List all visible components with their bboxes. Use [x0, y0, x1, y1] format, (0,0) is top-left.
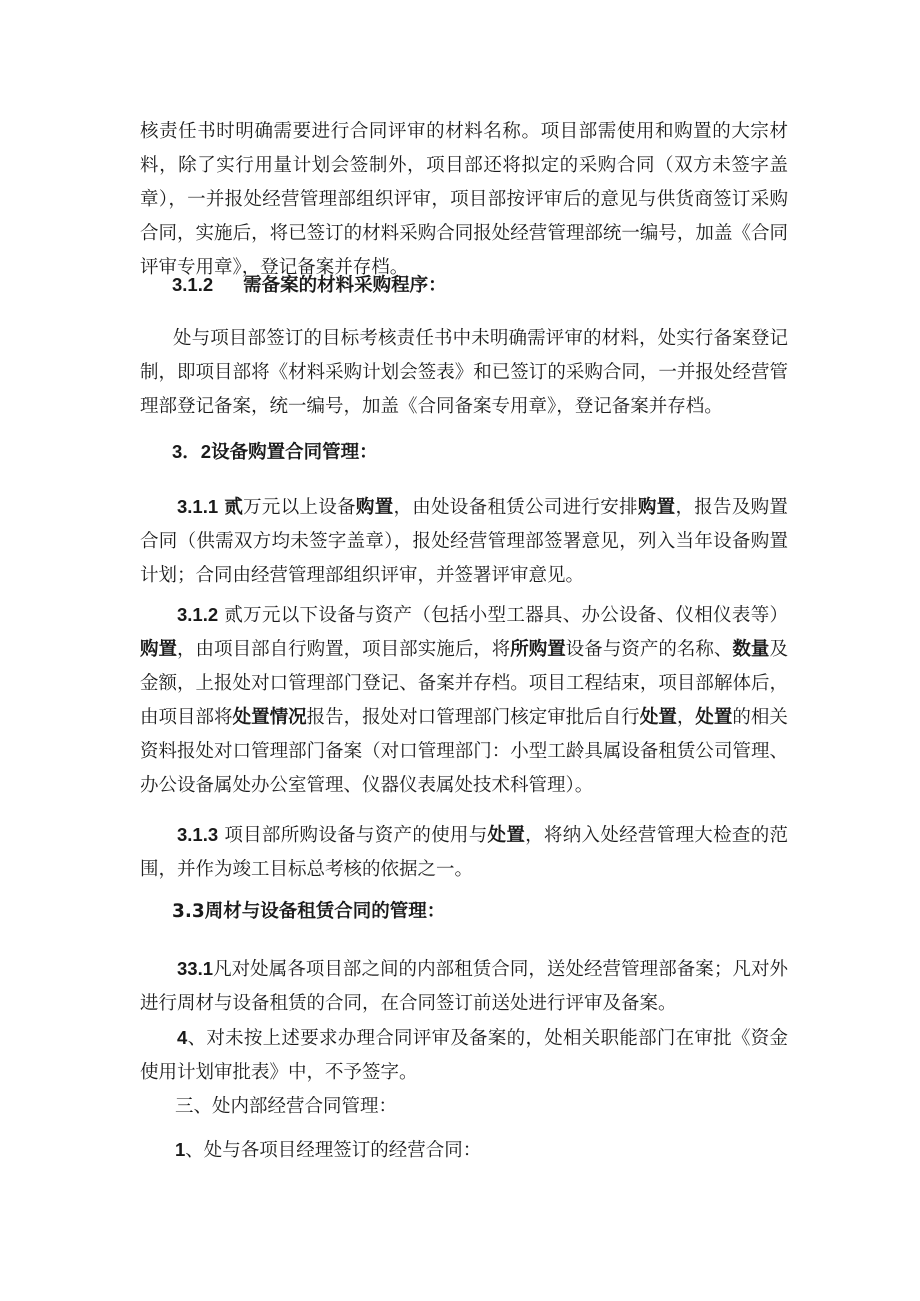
section-title: 需备案的材料采购程序：: [243, 275, 447, 296]
text: 的相关资料报处对口管理部门备案（对口管理部门：小型工龄具属设备租赁公司管理、办公设备属处办公室管理、仪器仪表属处技术科管理）。: [140, 707, 788, 796]
bold-text: 购置: [140, 639, 178, 660]
bold-text: 购置: [355, 497, 394, 518]
paragraph-3-1-2: [140, 598, 788, 803]
paragraph-4: [140, 1021, 788, 1090]
bold-text: 处置: [487, 825, 526, 846]
text: 万元以上设备: [243, 497, 356, 518]
section-heading-3-3: 3.3周材与设备租赁合同的管理：: [172, 901, 446, 922]
clause-number: 3.1.1: [177, 496, 219, 517]
text: ，将纳入处经营管理大检查的范围，并作为竣工目标总考核的依据之一。: [140, 825, 788, 880]
paragraph-3-1-1: [140, 490, 788, 593]
subsection-heading-1: [175, 1133, 481, 1168]
text: ，由项目部自行购置，项目部实施后，将: [177, 639, 511, 660]
clause-number: 33.1: [177, 958, 214, 979]
text: 设备与资产的名称、: [565, 639, 733, 660]
clause-number: 1: [175, 1139, 186, 1160]
clause-number: 4: [177, 1027, 188, 1048]
paragraph-3-3-1: [140, 952, 788, 1021]
bold-text: 贰: [224, 497, 244, 518]
bold-text: 购置: [637, 497, 676, 518]
paragraph-material-review: 核责任书时明确需要进行合同评审的材料名称。项目部需使用和购置的大宗材料，除了实行用量计划会签制外，项目部还将拟定的采购合同（双方未签字盖章），一并报处经营管理部组织评审，项目部按评审后的意见与供货商签订采购合同，实施后，将已签订的材料采购合同报处经营管理部统一编号，加盖《合同评审专用章》，登记备案并存档。: [140, 121, 788, 278]
text: ，由处设备租赁公司进行安排: [393, 497, 638, 518]
text: ，: [676, 707, 696, 728]
clause-number: 3.1.2: [177, 604, 219, 625]
text: 、对未按上述要求办理合同评审及备案的，处相关职能部门在审批《资金使用计划审批表》中，不予签字。: [140, 1028, 788, 1083]
text: 及金额，上报处对口管理部门登记、备案并存档。项目工程结束，项目部解体后，由项目部将: [140, 639, 788, 728]
section-number: 3．2: [172, 441, 212, 462]
bold-text: 数量: [732, 639, 770, 660]
paragraph-filing-procedure: 处与项目部签订的目标考核责任书中未明确需评审的材料，处实行备案登记制，即项目部将《材料采购计划会签表》和已签订的采购合同，一并报处经营管理部登记备案，统一编号，加盖《合同备案专用章》，登记备案并存档。: [140, 328, 788, 417]
section-heading-3-2: [172, 435, 378, 470]
clause-number: 3.1.3: [177, 824, 219, 845]
text: 贰万元以下设备与资产（包括小型工器具、办公设备、仪相仪表等）: [224, 605, 788, 626]
text: 报告，报处对口管理部门核定审批后自行: [306, 707, 640, 728]
text: 、处与各项目经理签订的经营合同：: [185, 1140, 482, 1161]
section-number: 3.1.2: [172, 274, 214, 295]
bold-text: 处置: [639, 707, 677, 728]
text: 凡对处属各项目部之间的内部租赁合同，送处经营管理部备案；凡对外进行周材与设备租赁的合同，在合同签订前送处进行评审及备案。: [140, 959, 788, 1014]
text: ，报告及购置合同（供需双方均未签字盖章），报处经营管理部签署意见，列入当年设备购置计划；合同由经营管理部组织评审，并签署评审意见。: [140, 497, 788, 586]
bold-text: 处置: [695, 707, 733, 728]
bold-text: 所购置: [510, 639, 566, 660]
section-heading-internal-contracts: 三、处内部经营合同管理：: [175, 1096, 398, 1117]
bold-text: 处置情况: [232, 707, 307, 728]
section-title: 设备购置合同管理：: [211, 442, 378, 463]
text: 项目部所购设备与资产的使用与: [224, 825, 488, 846]
paragraph-3-1-3: [140, 818, 788, 887]
section-heading-3-1-2: [172, 268, 447, 303]
